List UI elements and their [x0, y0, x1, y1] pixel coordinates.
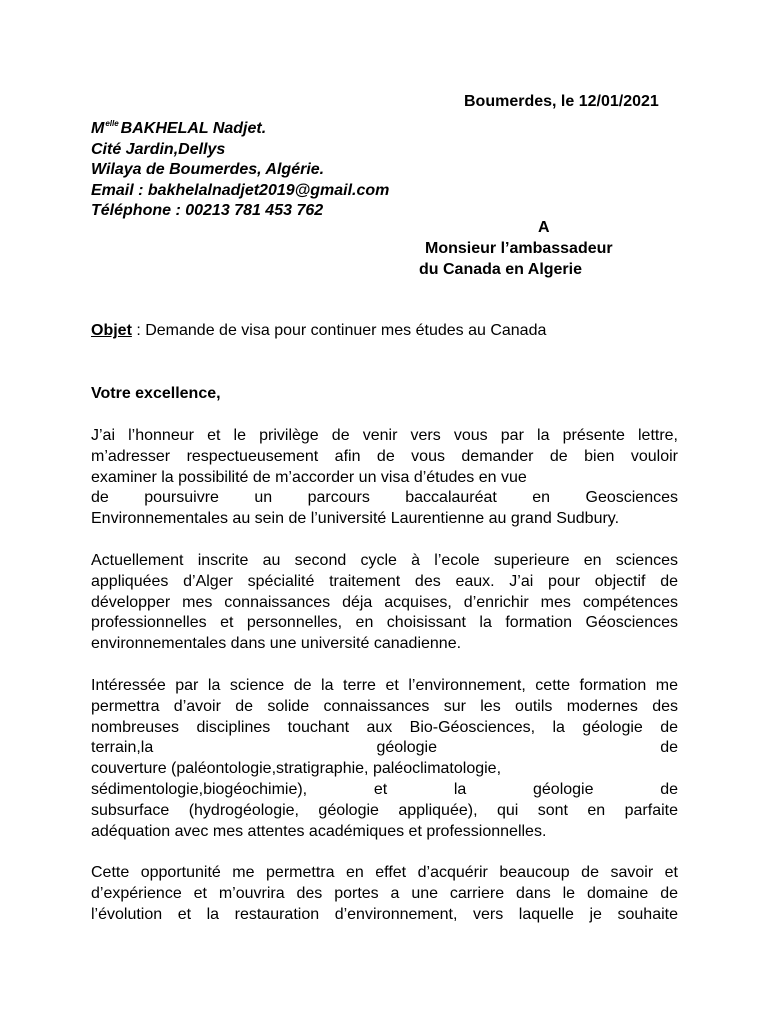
salutation: Votre excellence,	[91, 385, 221, 402]
paragraph-line: adéquation avec mes attentes académiques et professionnelles.	[91, 822, 547, 840]
recipient-line2: Monsieur l’ambassadeur	[425, 240, 613, 257]
paragraph-line: subsurface (hydrogéologie, géologie appliquée), qui sont en parfaite	[91, 801, 678, 819]
paragraph-line: terrain,la géologie de	[91, 739, 678, 757]
sender-email: Email : bakhelalnadjet2019@gmail.com	[91, 181, 390, 199]
paragraph-line: l’évolution et la restauration d’environnement, vers laquelle je souhaite	[91, 905, 678, 923]
sender-name-sup: elle	[105, 119, 119, 128]
paragraph-3	[91, 676, 678, 842]
paragraph-1	[91, 426, 678, 530]
paragraph-line: examiner la possibilité de m’accorder un visa d’études en vue	[91, 468, 527, 486]
paragraph-line: d’expérience et m’ouvrira des portes a une carriere dans le domaine de	[91, 884, 678, 902]
sender-name-text: BAKHELAL Nadjet.	[120, 120, 267, 137]
subject-label: Objet	[91, 322, 132, 339]
sender-address-line2: Wilaya de Boumerdes, Algérie.	[91, 161, 325, 179]
paragraph-4	[91, 863, 678, 925]
paragraph-line: permettra d’avoir de solide connaissances sur les outils modernes des	[91, 697, 678, 715]
paragraph-line: appliquées d’Alger spécialité traitement des eaux. J’ai pour objectif de	[91, 572, 678, 590]
subject-line	[91, 322, 546, 340]
paragraph-line: sédimentologie,biogéochimie), et la géologie de	[91, 780, 678, 798]
paragraph-line: professionnelles et personnelles, en choisissant la formation Géosciences	[91, 614, 678, 632]
sender-name	[91, 114, 389, 140]
paragraph-line: couverture (paléontologie,stratigraphie, paléoclimatologie,	[91, 760, 502, 778]
paragraph-line: Actuellement inscrite au second cycle à l’ecole superieure en sciences	[91, 552, 678, 569]
paragraph-line: de poursuivre un parcours baccalauréat en Geosciences	[91, 489, 678, 507]
sender-name-prefix: M	[91, 120, 105, 137]
paragraph-line: m’adresser respectueusement afin de vous demander de bien vouloir	[91, 447, 678, 465]
paragraph-line: Intéressée par la science de la terre et l’environnement, cette formation me	[91, 677, 678, 694]
sender-phone: Téléphone : 00213 781 453 762	[91, 202, 324, 220]
paragraph-line: J’ai l’honneur et le privilège de venir vers vous par la présente lettre,	[91, 427, 678, 444]
sender-block	[91, 114, 389, 222]
recipient-line3: du Canada en Algerie	[419, 261, 582, 278]
paragraph-line: nombreuses disciplines touchant aux Bio-Géosciences, la géologie de	[91, 718, 678, 736]
recipient-line1: A	[538, 219, 550, 236]
subject-text: : Demande de visa pour continuer mes études au Canada	[131, 322, 547, 339]
paragraph-line: développer mes connaissances déja acquises, d’enrichir mes compétences	[91, 593, 678, 611]
paragraph-line: environnementales dans une université canadienne.	[91, 635, 462, 653]
letter-date: Boumerdes, le 12/01/2021	[464, 93, 659, 110]
paragraph-line: Environnementales au sein de l’université Laurentienne au grand Sudbury.	[91, 510, 620, 528]
sender-address-line1: Cité Jardin,Dellys	[91, 140, 226, 158]
paragraph-2	[91, 551, 678, 655]
paragraph-line: Cette opportunité me permettra en effet d’acquérir beaucoup de savoir et	[91, 864, 678, 881]
